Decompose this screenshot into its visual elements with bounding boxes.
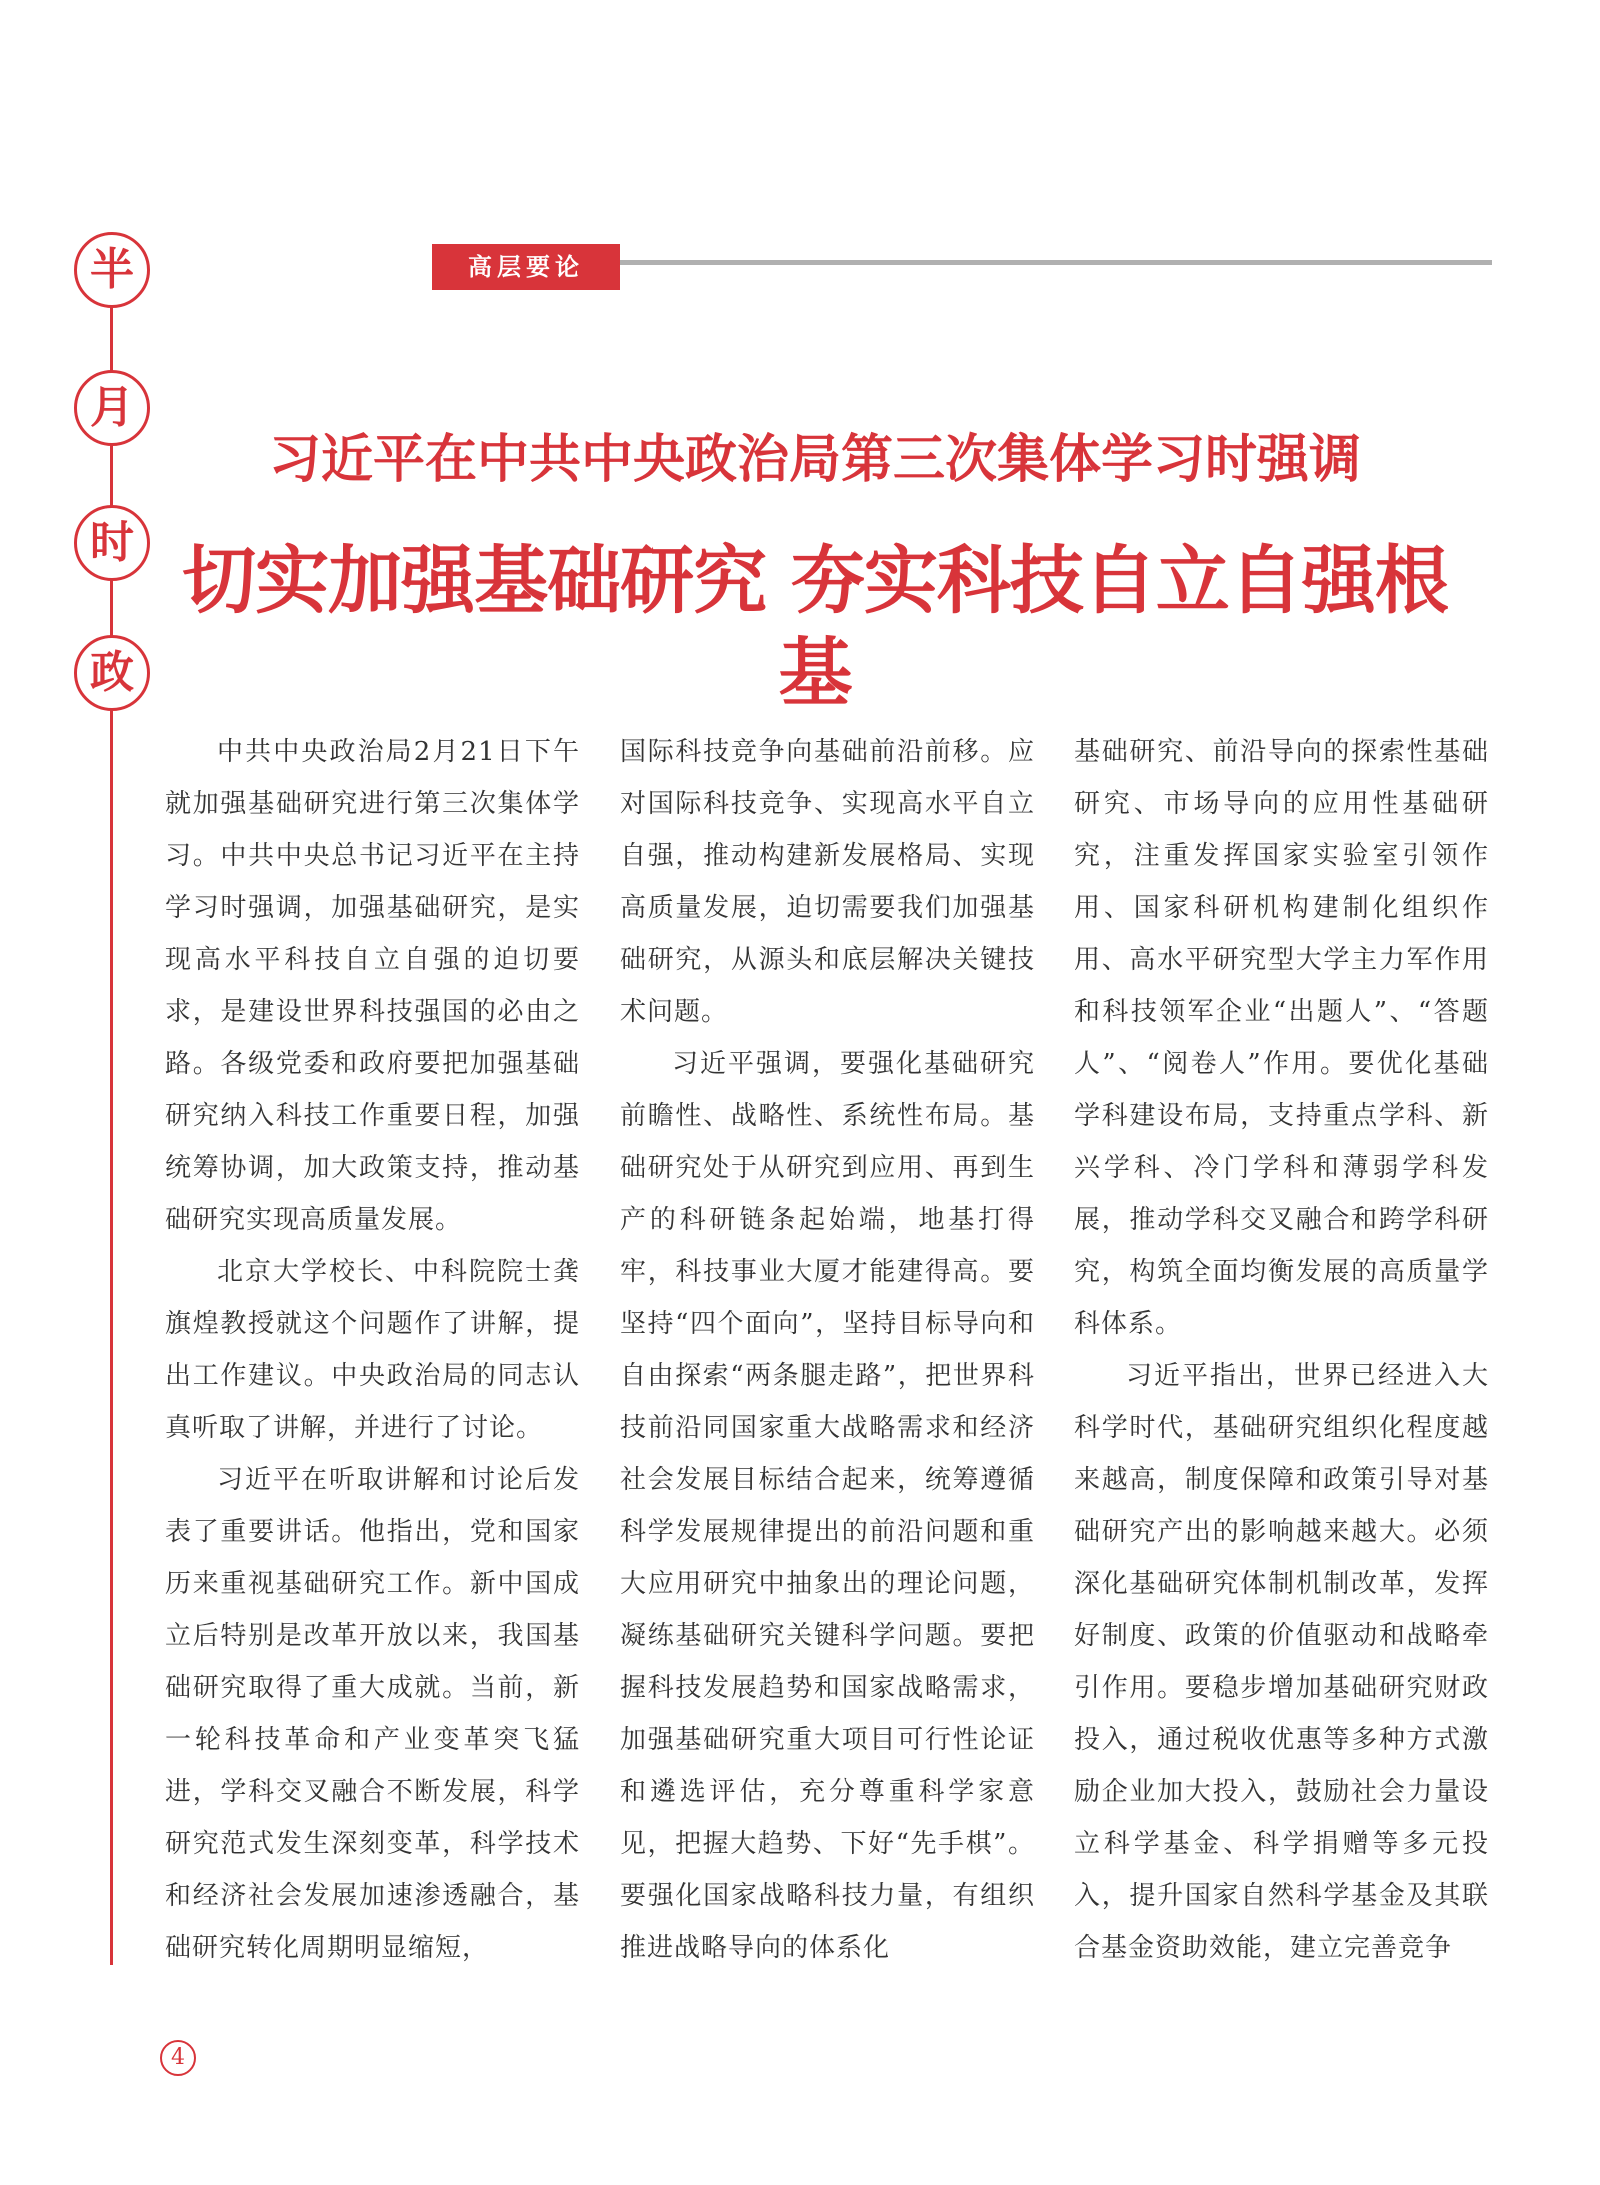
paragraph: 国际科技竞争向基础前沿前移。应对国际科技竞争、实现高水平自立自强，推动构建新发展格局、实现高质量发展，迫切需要我们加强基础研究，从源头和底层解决关键技术问题。 — [620, 737, 1035, 1027]
article-column-1 — [165, 726, 580, 1974]
article-title: 切实加强基础研究 夯实科技自立自强根基 — [182, 538, 1448, 716]
brand-char-4: 政 — [74, 635, 150, 711]
paragraph: 习近平在听取讲解和讨论后发表了重要讲话。他指出，党和国家历来重视基础研究工作。新中国成立后特别是改革开放以来，我国基础研究取得了重大成就。当前，新一轮科技革命和产业变革突飞猛进，学科交叉融合不断发展，科学研究范式发生深刻变革，科学技术和经济社会发展加速渗透融合，基础研究转化周期明显缩短， — [165, 1465, 580, 1963]
brand-char-3: 时 — [74, 505, 150, 581]
brand-char-2: 月 — [74, 370, 150, 446]
column-tag: 高层要论 — [432, 244, 620, 290]
paragraph: 习近平指出，世界已经进入大科学时代，基础研究组织化程度越来越高，制度保障和政策引导对基础研究产出的影响越来越大。必须深化基础研究体制机制改革，发挥好制度、政策的价值驱动和战略牵引作用。要稳步增加基础研究财政投入，通过税收优惠等多种方式激励企业加大投入，鼓励社会力量设立科学基金、科学捐赠等多元投入，提升国家自然科学基金及其联合基金资助效能，建立完善竞争 — [1074, 1361, 1489, 1963]
paragraph: 北京大学校长、中科院院士龚旗煌教授就这个问题作了讲解，提出工作建议。中央政治局的同志认真听取了讲解，并进行了讨论。 — [165, 1257, 580, 1443]
header-rule — [620, 260, 1492, 265]
article-column-3 — [1074, 726, 1489, 1974]
paragraph: 习近平强调，要强化基础研究前瞻性、战略性、系统性布局。基础研究处于从研究到应用、再到生产的科研链条起始端，地基打得牢，科技事业大厦才能建得高。要坚持“四个面向”，坚持目标导向和自由探索“两条腿走路”，把世界科技前沿同国家重大战略需求和经济社会发展目标结合起来，统筹遵循科学发展规律提出的前沿问题和重大应用研究中抽象出的理论问题，凝练基础研究关键科学问题。要把握科技发展趋势和国家战略需求，加强基础研究重大项目可行性论证和遴选评估，充分尊重科学家意见，把握大趋势、下好“先手棋”。要强化国家战略科技力量，有组织推进战略导向的体系化 — [620, 1049, 1035, 1963]
article-subtitle: 习近平在中共中央政治局第三次集体学习时强调 — [268, 430, 1361, 490]
paragraph: 基础研究、前沿导向的探索性基础研究、市场导向的应用性基础研究，注重发挥国家实验室引领作用、国家科研机构建制化组织作用、高水平研究型大学主力军作用和科技领军企业“出题人”、“答题人”、“阅卷人”作用。要优化基础学科建设布局，支持重点学科、新兴学科、冷门学科和薄弱学科发展，推动学科交叉融合和跨学科研究，构筑全面均衡发展的高质量学科体系。 — [1074, 737, 1489, 1339]
article-column-2 — [620, 726, 1035, 1974]
page-number: 4 — [160, 2040, 196, 2076]
brand-char-1: 半 — [74, 232, 150, 308]
paragraph: 中共中央政治局2月21日下午就加强基础研究进行第三次集体学习。中共中央总书记习近平在主持学习时强调，加强基础研究，是实现高水平科技自立自强的迫切要求，是建设世界科技强国的必由之路。各级党委和政府要把加强基础研究纳入科技工作重要日程，加强统筹协调，加大政策支持，推动基础研究实现高质量发展。 — [165, 737, 580, 1235]
